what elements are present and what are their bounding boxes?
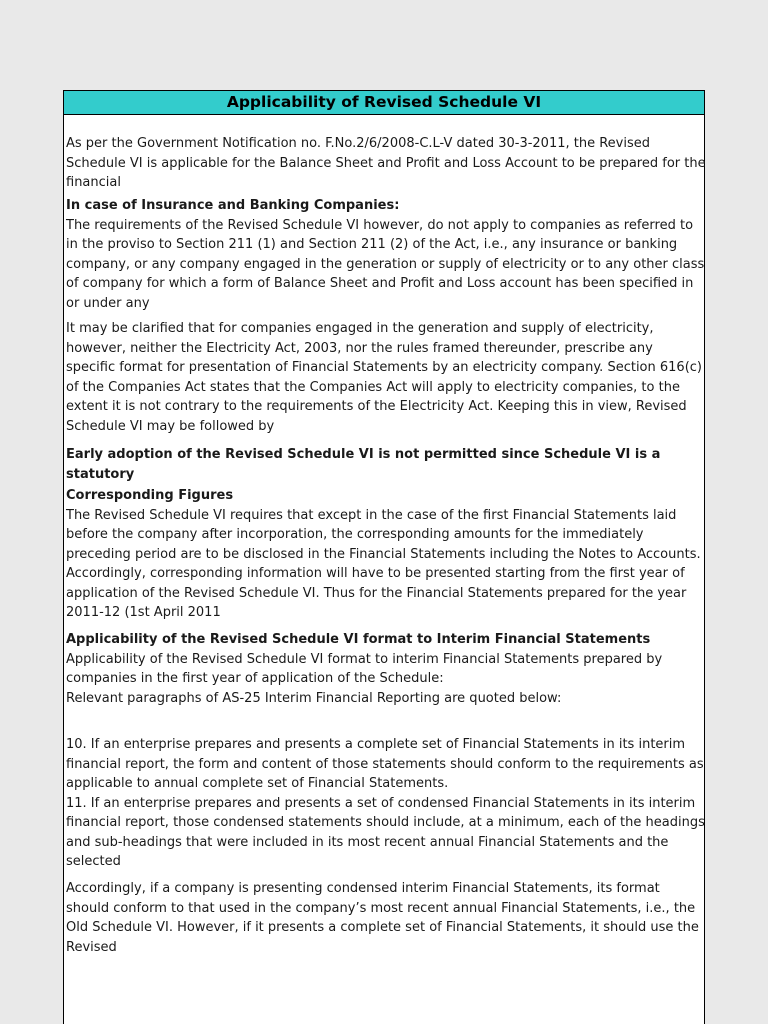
as25-paragraphs-cell <box>66 735 706 869</box>
early-adoption-heading: Early adoption of the Revised Schedule VI is not permitted since Schedule VI is a statutory <box>66 447 661 482</box>
interim-heading: Applicability of the Revised Schedule VI format to Interim Financial Statements <box>66 632 651 647</box>
accordingly-cell <box>66 879 706 955</box>
intro-text: As per the Government Notification no. F.No.2/6/2008-C.L-V dated 30-3-2011, the Revised Schedule VI is applicable for the Balance Sheet and Profit and Loss Account to be prepared for the financial <box>66 136 706 190</box>
intro-cell <box>66 134 706 190</box>
page-title: Applicability of Revised Schedule VI <box>63 90 705 115</box>
paragraph-10: 10. If an enterprise prepares and presents a complete set of Financial Statements in its interim financial report, the form and content of those statements should conform to the requirements as applicable to annual complete set of Financial Statements. <box>66 737 704 791</box>
electricity-cell <box>66 319 706 434</box>
insurance-text: The requirements of the Revised Schedule VI however, do not apply to companies as referred to in the proviso to Section 211 (1) and Section 211 (2) of the Act, i.e., any insurance or banking company, or any company engaged in the generation or supply of electricity or to any other class of company for which a form of Balance Sheet and Profit and Loss account has been specified in or under any <box>66 217 705 311</box>
interim-line2: Relevant paragraphs of AS-25 Interim Financial Reporting are quoted below: <box>66 690 562 706</box>
early-adoption-cell <box>66 445 706 482</box>
interim-cell <box>66 630 706 712</box>
insurance-cell <box>66 196 706 311</box>
insurance-heading: In case of Insurance and Banking Companies: <box>66 198 400 213</box>
interim-line1: Applicability of the Revised Schedule VI format to interim Financial Statements prepared by companies in the first year of application of the Schedule: <box>66 651 663 686</box>
corresponding-figures-text: The Revised Schedule VI requires that except in the case of the first Financial Statements laid before the company after incorporation, the corresponding amounts for the immediately preceding period are to be disclosed in the Financial Statements including the Notes to Accounts. Accordingly, corresponding information will have to be presented starting from the first year of application of the Revised Schedule VI. Thus for the Financial Statements prepared for the year 2011-12 (1st April 2011 <box>66 507 701 620</box>
electricity-text: It may be clarified that for companies engaged in the generation and supply of electricity, however, neither the Electricity Act, 2003, nor the rules framed thereunder, prescribe any specific format for presentation of Financial Statements by an electricity company. Section 616(c) of the Companies Act states that the Companies Act will apply to electricity companies, to the extent it is not contrary to the requirements of the Electricity Act. Keeping this in view, Revised Schedule VI may be followed by <box>66 321 702 434</box>
accordingly-text: Accordingly, if a company is presenting condensed interim Financial Statements, its format should conform to that used in the company’s most recent annual Financial Statements, i.e., the Old Schedule VI. However, if it presents a complete set of Financial Statements, it should use the Revised <box>66 881 699 955</box>
paragraph-11: 11. If an enterprise prepares and presents a set of condensed Financial Statements in its interim financial report, those condensed statements should include, at a minimum, each of the headings and sub-headings that were included in its most recent annual Financial Statements and the selected <box>66 795 705 869</box>
corresponding-figures-cell <box>66 486 706 620</box>
corresponding-figures-heading: Corresponding Figures <box>66 488 234 503</box>
